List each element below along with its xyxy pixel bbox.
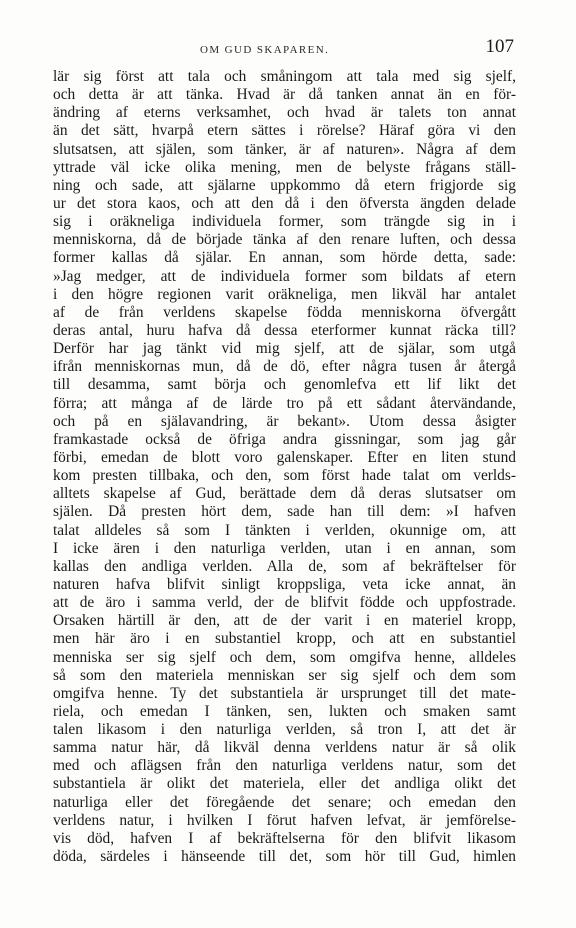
- text-line: yttrade väl icke olika mening, men de belyste frågans ställ-: [53, 158, 516, 176]
- text-line: så som den materiela menniskan ser sig sjelf och dem som: [53, 666, 516, 684]
- text-line: men här äro i en substantiel kropp, och att en substantiel: [53, 630, 516, 648]
- text-line: ning och sade, att själarne uppkommo då etern frigjorde sig: [53, 176, 516, 194]
- page-number: 107: [485, 36, 514, 57]
- text-line: lär sig först att tala och småningom att tala med sig sjelf,: [53, 68, 516, 85]
- text-line: af de från verldens skapelse födda menniskorna öfvergått: [53, 303, 516, 321]
- text-line: naturliga eller det föregående det senare; och emedan den: [53, 793, 516, 811]
- text-line: och på en själavandring, är bekant». Utom dessa åsigter: [53, 412, 516, 430]
- text-line: i den högre regionen varit oräkneliga, men likväl har antalet: [53, 285, 516, 303]
- text-line: och detta är att tänka. Hvad är då tanken annat än en för-: [53, 86, 516, 104]
- text-line: med och aflägsen från den naturliga verldens natur, som det: [53, 757, 516, 775]
- text-line: ifrån menniskornas mun, då de dö, efter några tusen år återgå: [53, 358, 516, 376]
- text-line: döda, särdeles i hänseende till det, som hör till Gud, himlen: [53, 848, 516, 866]
- text-line: framkastade också de öfriga andra gissningar, som jag går: [53, 430, 516, 448]
- text-line: menniska ser sig sjelf och dem, som omgifva henne, alldeles: [53, 648, 516, 666]
- text-line: Derför har jag tänkt vid mig sjelf, att de själar, som utgå: [53, 340, 516, 358]
- text-line: verldens natur, i hvilken I förut hafven lefvat, är jemförelse-: [53, 811, 516, 829]
- text-line: talat alldeles så som I tänkten i verlden, okunnige om, att: [53, 521, 516, 539]
- text-line: att de äro i samma verld, der de blifvit födde och uppfostrade.: [53, 594, 516, 612]
- text-line: slutsatsen, att själen, som tänker, är af naturen». Några af dem: [53, 140, 516, 158]
- body-text: [53, 68, 516, 866]
- text-line: I icke ären i den naturliga verlden, utan i en annan, som: [53, 539, 516, 557]
- running-title: OM GUD SKAPAREN.: [200, 44, 330, 56]
- text-line: till desamma, samt börja och genomlefva ett lif likt det: [53, 376, 516, 394]
- text-line: vis död, hafven I af bekräftelserna för den blifvit likasom: [53, 829, 516, 847]
- text-line: Orsaken härtill är den, att de der varit i en materiel kropp,: [53, 612, 516, 630]
- text-line: förbi, emedan de blott voro galenskaper. Efter en liten stund: [53, 448, 516, 466]
- text-line: menniskorna, då de började tänka af den renare luften, och dessa: [53, 231, 516, 249]
- text-line: ur det stora kaos, och att den då i den öfversta ängden delade: [53, 194, 516, 212]
- text-line: naturen hafva blifvit sinligt kroppsliga, veta icke annat, än: [53, 575, 516, 593]
- text-line: sig i oräkneliga individuela former, som trängde sig in i: [53, 213, 516, 231]
- text-line: substantiela är olikt det materiela, eller det andliga olikt det: [53, 775, 516, 793]
- text-line: ändring af eterns verksamhet, och hvad är talets ton annat: [53, 104, 516, 122]
- text-line: riela, och emedan I tänken, sen, lukten och smaken samt: [53, 702, 516, 720]
- text-line: former kallas då själar. En annan, som hörde detta, sade:: [53, 249, 516, 267]
- text-line: omgifva henne. Ty det substantiela är ursprunget till det mate-: [53, 684, 516, 702]
- text-line: än det sätt, hvarpå etern sättes i rörelse? Häraf göra vi den: [53, 122, 516, 140]
- text-line: deras antal, huru hafva då dessa eterformer kunnat räcka till?: [53, 321, 516, 339]
- text-line: alltets skapelse af Gud, berättade dem då deras slutsatser om: [53, 485, 516, 503]
- text-line: kallas den andliga verlden. Alla de, som af bekräftelser för: [53, 557, 516, 575]
- text-line: kom presten tillbaka, och den, som först hade talat om verlds-: [53, 467, 516, 485]
- text-line: talen likasom i den naturliga verlden, så tron I, att det är: [53, 721, 516, 739]
- text-line: »Jag medger, att de individuela former som bildats af etern: [53, 267, 516, 285]
- text-line: förra; att många af de lärde tro på ett sådant återvändande,: [53, 394, 516, 412]
- text-line: samma natur här, då likväl denna verldens natur är så olik: [53, 739, 516, 757]
- text-line: själen. Då presten hört dem, sade han till dem: »I hafven: [53, 503, 516, 521]
